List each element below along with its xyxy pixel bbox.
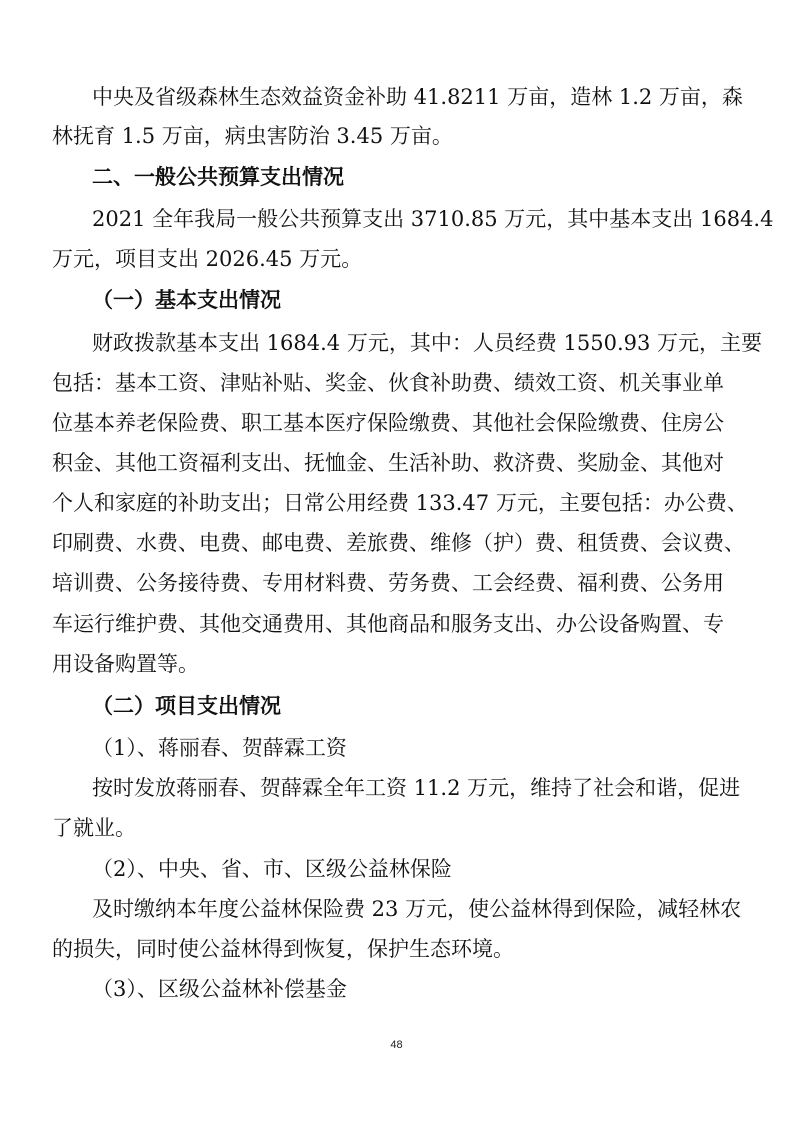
- text-line: 林抚育 1.5 万亩，病虫害防治 3.45 万亩。: [52, 124, 453, 148]
- text-line: 积金、其他工资福利支出、抚恤金、生活补助、救济费、奖励金、其他对: [52, 451, 724, 475]
- text-line: 车运行维护费、其他交通费用、其他商品和服务支出、办公设备购置、专: [52, 612, 724, 636]
- text-line: （1）、蒋丽春、贺薛霖工资: [92, 736, 347, 760]
- section-heading: 二、一般公共预算支出情况: [92, 165, 344, 189]
- text-line: 财政拨款基本支出 1684.4 万元，其中：人员经费 1550.93 万元，主要: [92, 331, 763, 355]
- subsection-heading: （二）项目支出情况: [92, 694, 281, 718]
- text-line: 包括：基本工资、津贴补贴、奖金、伙食补助费、绩效工资、机关事业单: [52, 371, 724, 395]
- text-line: 及时缴纳本年度公益林保险费 23 万元，使公益林得到保险，减轻林农: [92, 897, 742, 921]
- subsection-heading: （一）基本支出情况: [92, 288, 281, 312]
- text-line: 按时发放蒋丽春、贺薛霖全年工资 11.2 万元，维持了社会和谐，促进: [92, 776, 741, 800]
- text-line: 万元，项目支出 2026.45 万元。: [52, 247, 363, 271]
- text-line: 的损失，同时使公益林得到恢复，保护生态环境。: [52, 937, 514, 961]
- text-line: 个人和家庭的补助支出；日常公用经费 133.47 万元，主要包括：办公费、: [52, 491, 748, 515]
- text-line: 了就业。: [52, 816, 136, 840]
- text-line: 中央及省级森林生态效益资金补助 41.8211 万亩，造林 1.2 万亩，森: [92, 85, 743, 109]
- text-line: 位基本养老保险费、职工基本医疗保险缴费、其他社会保险缴费、住房公: [52, 411, 724, 435]
- page-number: 48: [390, 1039, 403, 1051]
- text-line: 2021 全年我局一般公共预算支出 3710.85 万元，其中基本支出 1684.4: [92, 207, 774, 231]
- text-line: （2）、中央、省、市、区级公益林保险: [92, 857, 452, 881]
- text-line: （3）、区级公益林补偿基金: [92, 977, 347, 1001]
- text-line: 印刷费、水费、电费、邮电费、差旅费、维修（护）费、租赁费、会议费、: [52, 531, 745, 555]
- text-line: 培训费、公务接待费、专用材料费、劳务费、工会经费、福利费、公务用: [52, 571, 724, 595]
- text-line: 用设备购置等。: [52, 652, 199, 676]
